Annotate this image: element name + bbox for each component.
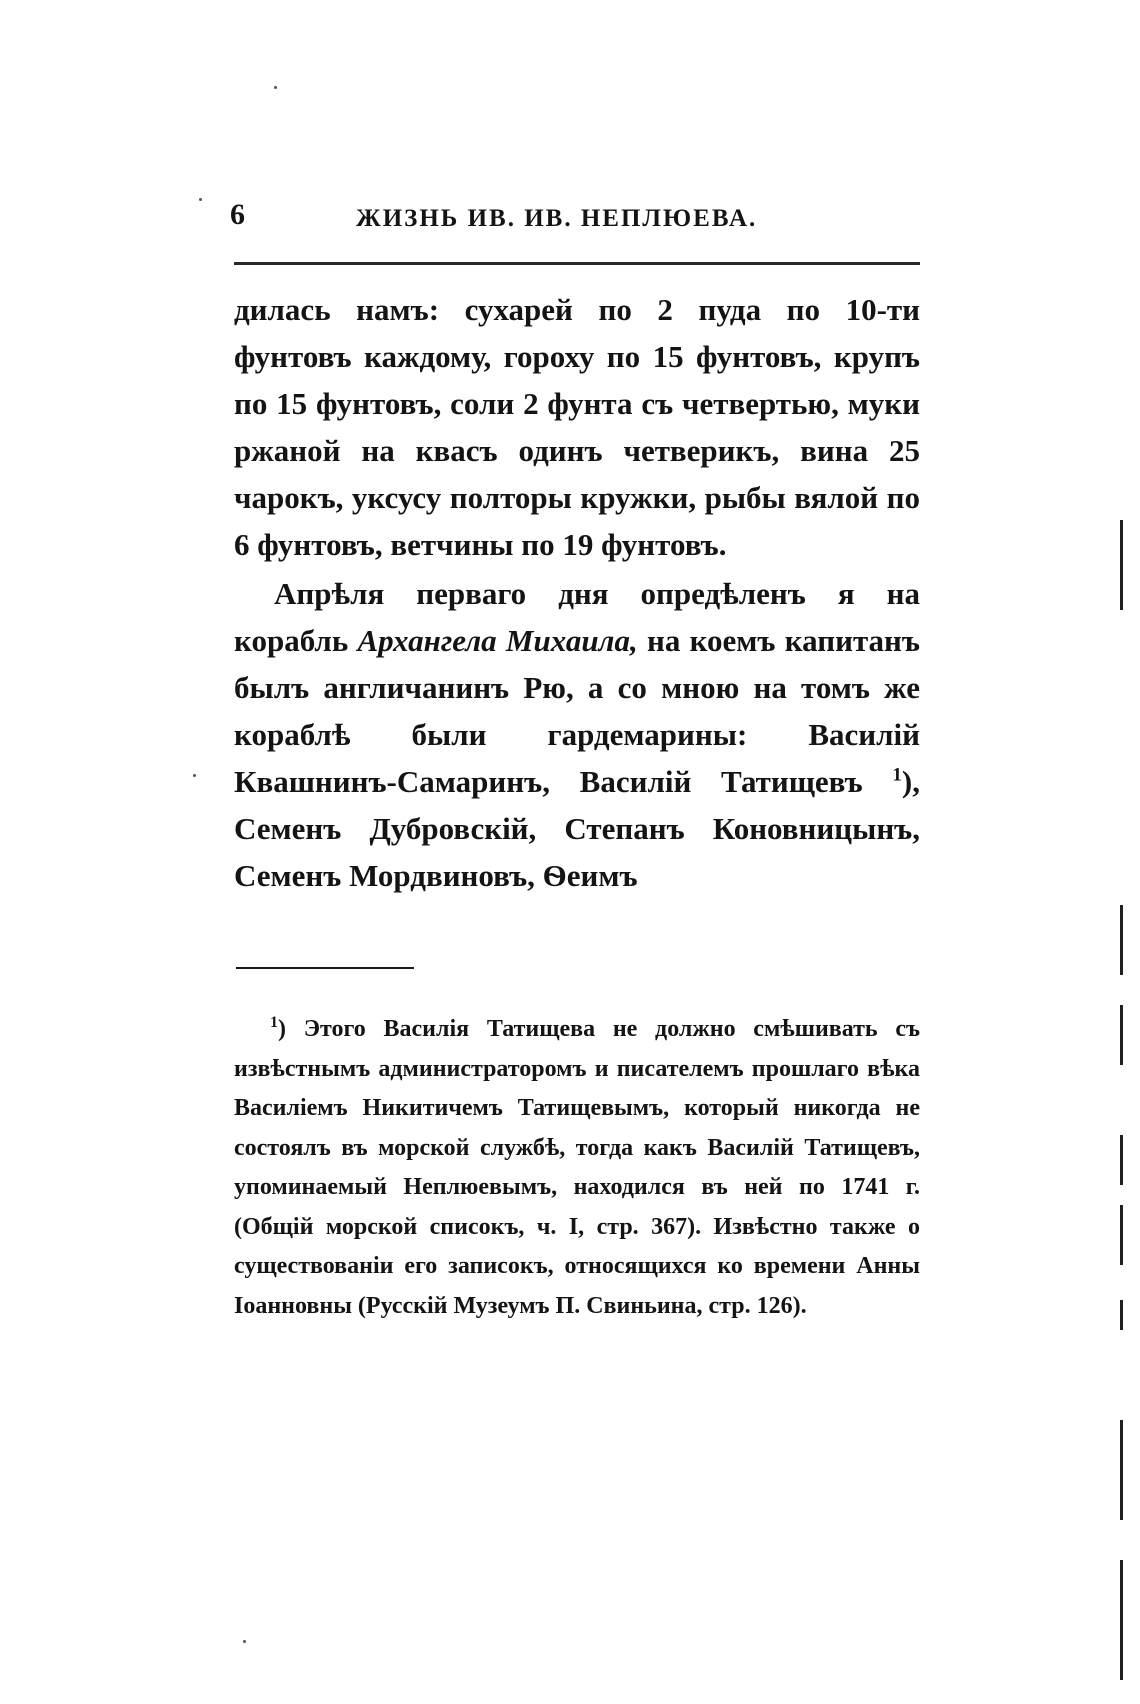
header-rule [234,262,920,265]
main-text [234,286,920,899]
scan-speck [274,86,277,89]
scan-speck [193,774,196,777]
page-number: 6 [230,198,245,231]
scan-edge-line [1120,520,1123,610]
scan-edge-line [1120,1205,1123,1265]
scan-speck [199,198,202,201]
footnote-marker: 1 [270,1014,278,1031]
footnote [234,1010,920,1326]
scan-edge-line [1120,1300,1123,1330]
scan-edge-line [1120,1420,1123,1520]
paragraph-2-part-b: на коемъ капитанъ былъ англичанинъ Рю, а со мною на томъ же кораблѣ были гардемарины: Василій Квашнинъ-Самаринъ, Василій Татищевъ [234,623,920,799]
footnote-reference[interactable]: 1 [892,764,902,786]
paragraph-2-part-a: Апрѣля перваго дня опредѣленъ я на корабль [234,576,920,658]
footnote-rule [236,967,414,969]
scan-edge-line [1120,905,1123,975]
footnote-text: ) Этого Василія Татищева не должно смѣшивать съ извѣстнымъ администраторомъ и писателемъ прошлаго вѣка Василіемъ Никитичемъ Татищевымъ, который никогда не состоялъ въ морской службѣ, тогда какъ Василій Татищевъ, упоминаемый Неплюевымъ, находился въ ней по 1741 г. (Общій морской списокъ, ч. I, стр. 367). Извѣстно также о существованіи его записокъ, относящихся ко времени Анны Іоанновны (Русскій Музеумъ П. Свиньина, стр. 126). [234,1016,920,1319]
scan-edge-line [1120,1005,1123,1065]
scan-edge-line [1120,1560,1123,1680]
scan-edge-line [1120,1135,1123,1185]
paragraph-1: дилась намъ: сухарей по 2 пуда по 10-ти фунтовъ каждому, гороху по 15 фунтовъ, крупъ по 15 фунтовъ, соли 2 фунта съ четвертью, муки ржаной на квасъ одинъ четверикъ, вина 25 чарокъ, уксусу полторы кружки, рыбы вялой по 6 фунтовъ, ветчины по 19 фунтовъ. [234,292,920,562]
scan-speck [243,1640,246,1643]
running-head: ЖИЗНЬ ИВ. ИВ. НЕПЛЮЕВА. [356,205,758,232]
ship-name: Архангела Михаила, [357,623,638,658]
footnote-paragraph [234,1010,920,1326]
paragraph-2-part-c: ), Семенъ Дубровскій, Степанъ Коновницынъ, Семенъ Мордвиновъ, Ѳеимъ [234,764,920,893]
paragraph-2 [234,570,920,899]
